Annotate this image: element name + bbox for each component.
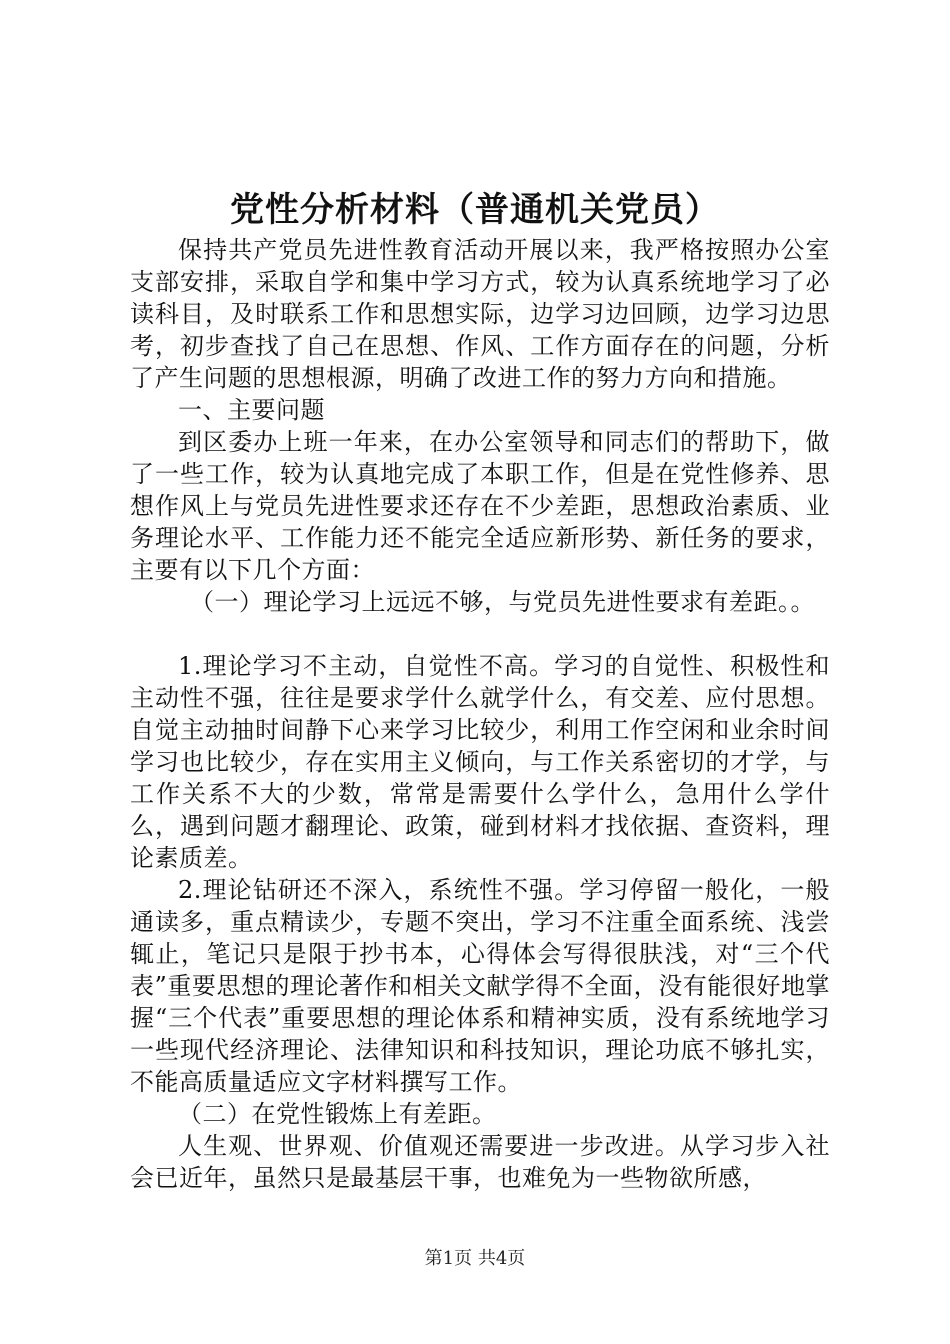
point-1-paragraph: 1.理论学习不主动，自觉性不高。学习的自觉性、积极性和主动性不强，往往是要求学什么就学什么，有交差、应付思想。自觉主动抽时间静下心来学习比较少，利用工作空闲和业余时间学习也比较少，存在实用主义倾向，与工作关系密切的才学，与工作关系不大的少数，常常是需要什么学什么，急用什么学什么，遇到问题才翻理论、政策，碰到材料才找依据、查资料，理论素质差。 — [130, 652, 830, 872]
document-title: 党性分析材料（普通机关党员） — [230, 190, 720, 230]
worldview-paragraph: 人生观、世界观、价值观还需要进一步改进。从学习步入社会已近年，虽然只是最基层干事，也难免为一些物欲所感， — [130, 1132, 830, 1192]
section-heading-main-problems: 一、主要问题 — [178, 396, 325, 424]
document-body — [130, 234, 830, 1194]
subsection-heading-party-spirit: （二）在党性锻炼上有差距。 — [178, 1100, 497, 1128]
main-problems-paragraph: 到区委办上班一年来，在办公室领导和同志们的帮助下，做了一些工作，较为认真地完成了本职工作，但是在党性修养、思想作风上与党员先进性要求还存在不少差距，思想政治素质、业务理论水平、工作能力还不能完全适应新形势、新任务的要求，主要有以下几个方面： — [130, 428, 830, 584]
page-footer: 第1页 共4页 — [424, 1248, 526, 1269]
subsection-heading-theory-study: （一）理论学习上远远不够，与党员先进性要求有差距。。 — [190, 588, 815, 616]
point-2-paragraph: 2.理论钻研还不深入，系统性不强。学习停留一般化，一般通读多，重点精读少，专题不突出，学习不注重全面系统、浅尝辄止，笔记只是限于抄书本，心得体会写得很肤浅，对“三个代表”重要思想的理论著作和相关文献学得不全面，没有能很好地掌握“三个代表”重要思想的理论体系和精神实质，没有系统地学习一些现代经济理论、法律知识和科技知识，理论功底不够扎实，不能高质量适应文字材料撰写工作。 — [130, 876, 830, 1096]
intro-paragraph: 保持共产党员先进性教育活动开展以来，我严格按照办公室支部安排，采取自学和集中学习方式，较为认真系统地学习了必读科目，及时联系工作和思想实际，边学习边回顾，边学习边思考，初步查找了自己在思想、作风、工作方面存在的问题，分析了产生问题的思想根源，明确了改进工作的努力方向和措施。 — [130, 236, 830, 392]
